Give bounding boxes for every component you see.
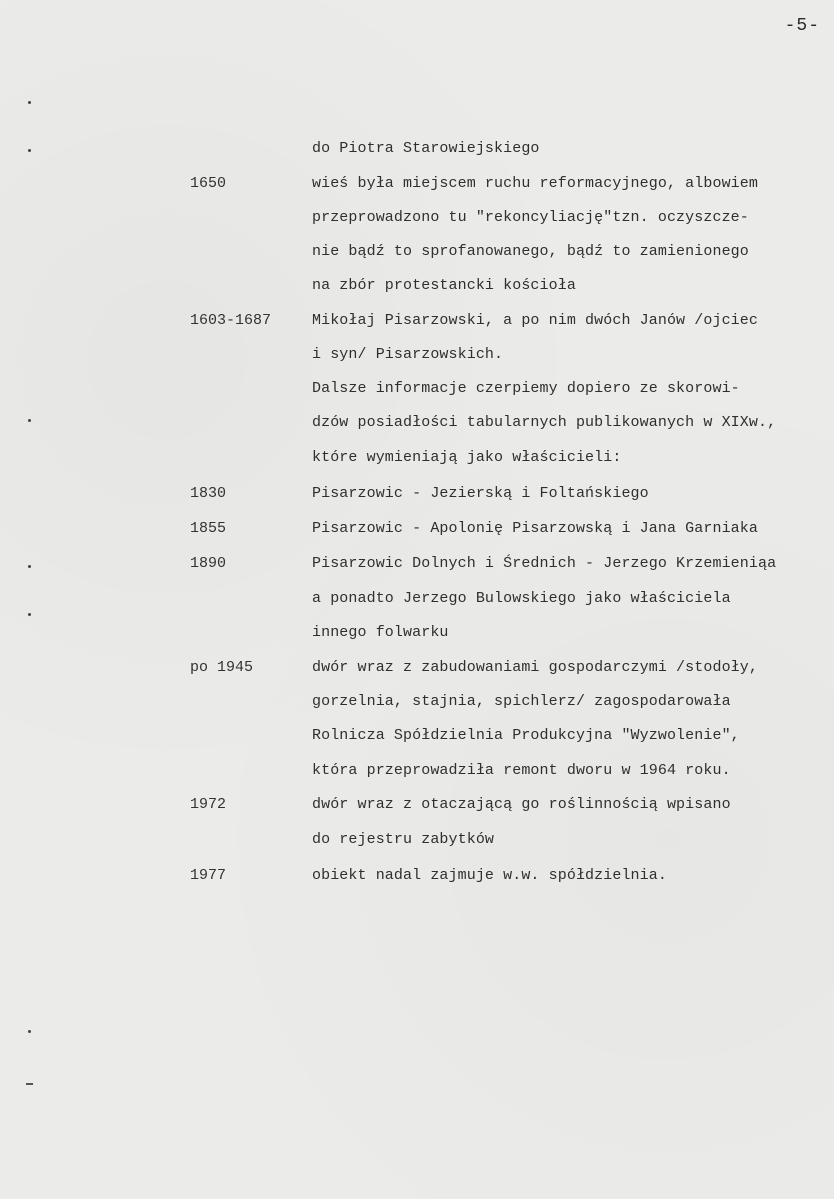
text-line: obiekt nadal zajmuje w.w. spółdzielnia.: [312, 867, 667, 884]
margin-dot: [28, 101, 31, 104]
margin-dot: [28, 565, 31, 568]
text-line: gorzelnia, stajnia, spichlerz/ zagospodarowała: [312, 693, 731, 710]
date-label: 1890: [190, 555, 227, 572]
date-label: po 1945: [190, 659, 254, 676]
text-line: innego folwarku: [312, 624, 449, 641]
text-line: Pisarzowic Dolnych i Średnich - Jerzego Krzemieniąa: [312, 555, 777, 572]
margin-dot: [28, 613, 31, 616]
text-line: wieś była miejscem ruchu reformacyjnego, albowiem: [312, 175, 758, 192]
date-label: 1650: [190, 175, 227, 192]
text-line: a ponadto Jerzego Bulowskiego jako właściciela: [312, 590, 731, 607]
text-line: dwór wraz z zabudowaniami gospodarczymi /stodoły,: [312, 659, 758, 676]
date-label: 1855: [190, 520, 227, 537]
text-line: która przeprowadziła remont dworu w 1964 roku.: [312, 762, 731, 779]
text-line: Pisarzowic - Apolonię Pisarzowską i Jana Garniaka: [312, 520, 758, 537]
margin-dot: [28, 1030, 31, 1033]
text-line: nie bądź to sprofanowanego, bądź to zamienionego: [312, 243, 749, 260]
text-line: które wymieniają jako właścicieli:: [312, 449, 622, 466]
text-line: Rolnicza Spółdzielnia Produkcyjna "Wyzwolenie",: [312, 727, 740, 744]
text-line: przeprowadzono tu "rekoncyliację"tzn. oczyszcze-: [312, 209, 749, 226]
date-label: 1972: [190, 796, 227, 813]
margin-dash: [26, 1083, 33, 1085]
text-line: do Piotra Starowiejskiego: [312, 140, 540, 157]
text-line: na zbór protestancki kościoła: [312, 277, 576, 294]
page-number: -5-: [784, 16, 820, 36]
text-line: Mikołaj Pisarzowski, a po nim dwóch Janów /ojciec: [312, 312, 758, 329]
text-line: do rejestru zabytków: [312, 831, 495, 848]
date-label: 1977: [190, 867, 227, 884]
text-line: dzów posiadłości tabularnych publikowanych w XIXw.,: [312, 414, 777, 431]
margin-dot: [28, 419, 31, 422]
date-label: 1603-1687: [190, 312, 272, 329]
date-label: 1830: [190, 485, 227, 502]
text-line: Pisarzowic - Jezierską i Foltańskiego: [312, 485, 649, 502]
text-line: dwór wraz z otaczającą go roślinnością wpisano: [312, 796, 731, 813]
margin-dot: [28, 149, 31, 152]
text-line: Dalsze informacje czerpiemy dopiero ze skorowi-: [312, 380, 740, 397]
text-line: i syn/ Pisarzowskich.: [312, 346, 504, 363]
